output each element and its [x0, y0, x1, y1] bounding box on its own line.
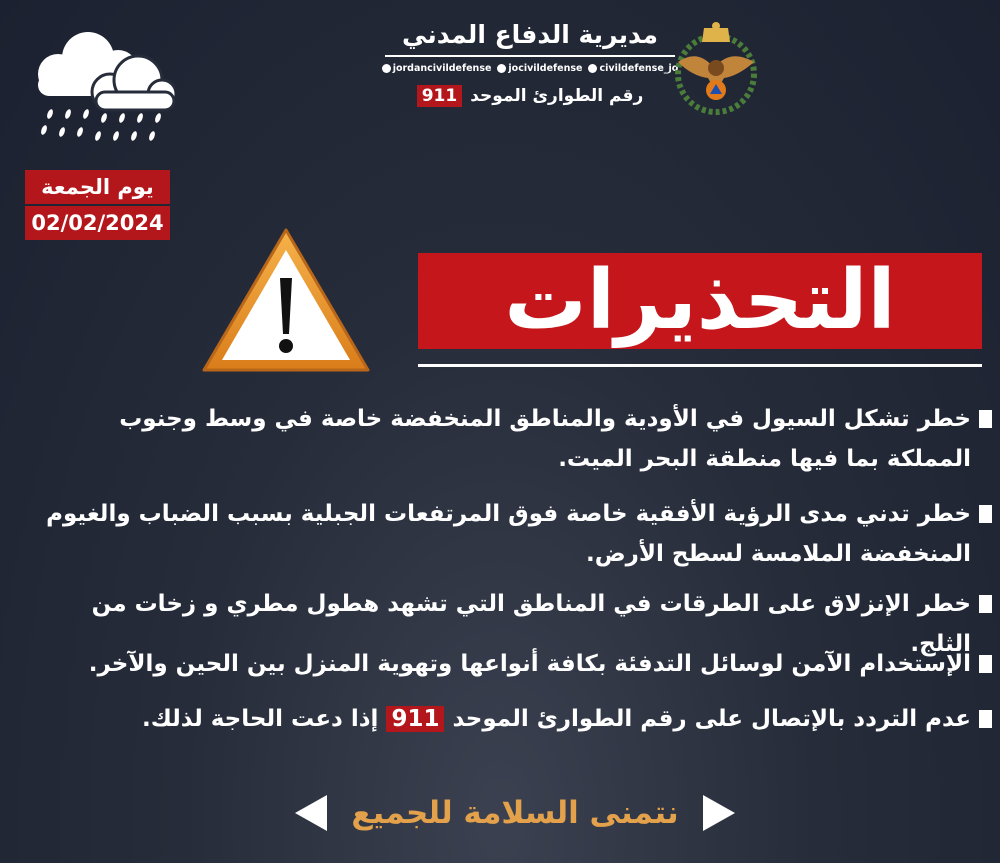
social-twitter[interactable]: jocivildefense — [497, 63, 582, 74]
day-label: يوم الجمعة — [25, 170, 170, 204]
title-banner: التحذيرات — [418, 253, 982, 349]
warning-text: خطر تدني مدى الرؤية الأفقية خاصة فوق المرتفعات الجبلية بسبب الضباب والغيوم المنخفضة الملامسة لسطح الأرض. — [46, 501, 971, 567]
facebook-icon — [382, 64, 391, 73]
social-handles — [385, 63, 679, 74]
bullet-square-icon — [979, 710, 992, 728]
hotline-label: رقم الطوارئ الموحد — [470, 86, 644, 106]
social-facebook[interactable]: jordancivildefense — [382, 63, 492, 74]
bullet-square-icon — [979, 595, 992, 613]
instagram-icon — [588, 64, 597, 73]
triangle-right-icon — [703, 795, 735, 831]
twitter-icon — [497, 64, 506, 73]
warning-text: الإستخدام الآمن لوسائل التدفئة بكافة أنواعها وتهوية المنزل بين الحين والآخر. — [88, 651, 971, 677]
civil-defense-emblem — [668, 20, 764, 116]
header-divider — [385, 55, 675, 57]
footer-message: نتمنى السلامة للجميع — [351, 795, 679, 831]
date-box — [25, 170, 170, 242]
bullet-square-icon — [979, 505, 992, 523]
warning-item — [142, 700, 992, 740]
warning-item — [30, 400, 992, 479]
bullet-square-icon — [979, 655, 992, 673]
title-underline — [418, 364, 982, 367]
header — [385, 20, 679, 107]
triangle-left-icon — [295, 795, 327, 831]
warning-text: خطر الإنزلاق على الطرقات في المناطق التي تشهد هطول مطري و زخات من الثلج. — [91, 591, 971, 657]
hotline-number: 911 — [417, 85, 463, 107]
warning-triangle-icon — [200, 226, 372, 376]
warning-item — [89, 645, 992, 685]
footer — [295, 793, 735, 833]
hotline — [385, 85, 675, 107]
hotline-number-inline: 911 — [386, 706, 444, 732]
rain-cloud-icon — [20, 22, 175, 147]
date-value: 02/02/2024 — [25, 206, 170, 240]
warning-text: عدم التردد بالإتصال على رقم الطوارئ الموحد 911 إذا دعت الحاجة لذلك. — [142, 706, 971, 732]
warning-text: خطر تشكل السيول في الأودية والمناطق المنخفضة خاصة في وسط وجنوب المملكة بما فيها منطقة البحر الميت. — [119, 406, 971, 472]
org-name: مديرية الدفاع المدني — [402, 20, 658, 49]
warning-item — [30, 495, 992, 574]
bullet-square-icon — [979, 410, 992, 428]
social-instagram[interactable]: civildefense_jo — [588, 63, 678, 74]
